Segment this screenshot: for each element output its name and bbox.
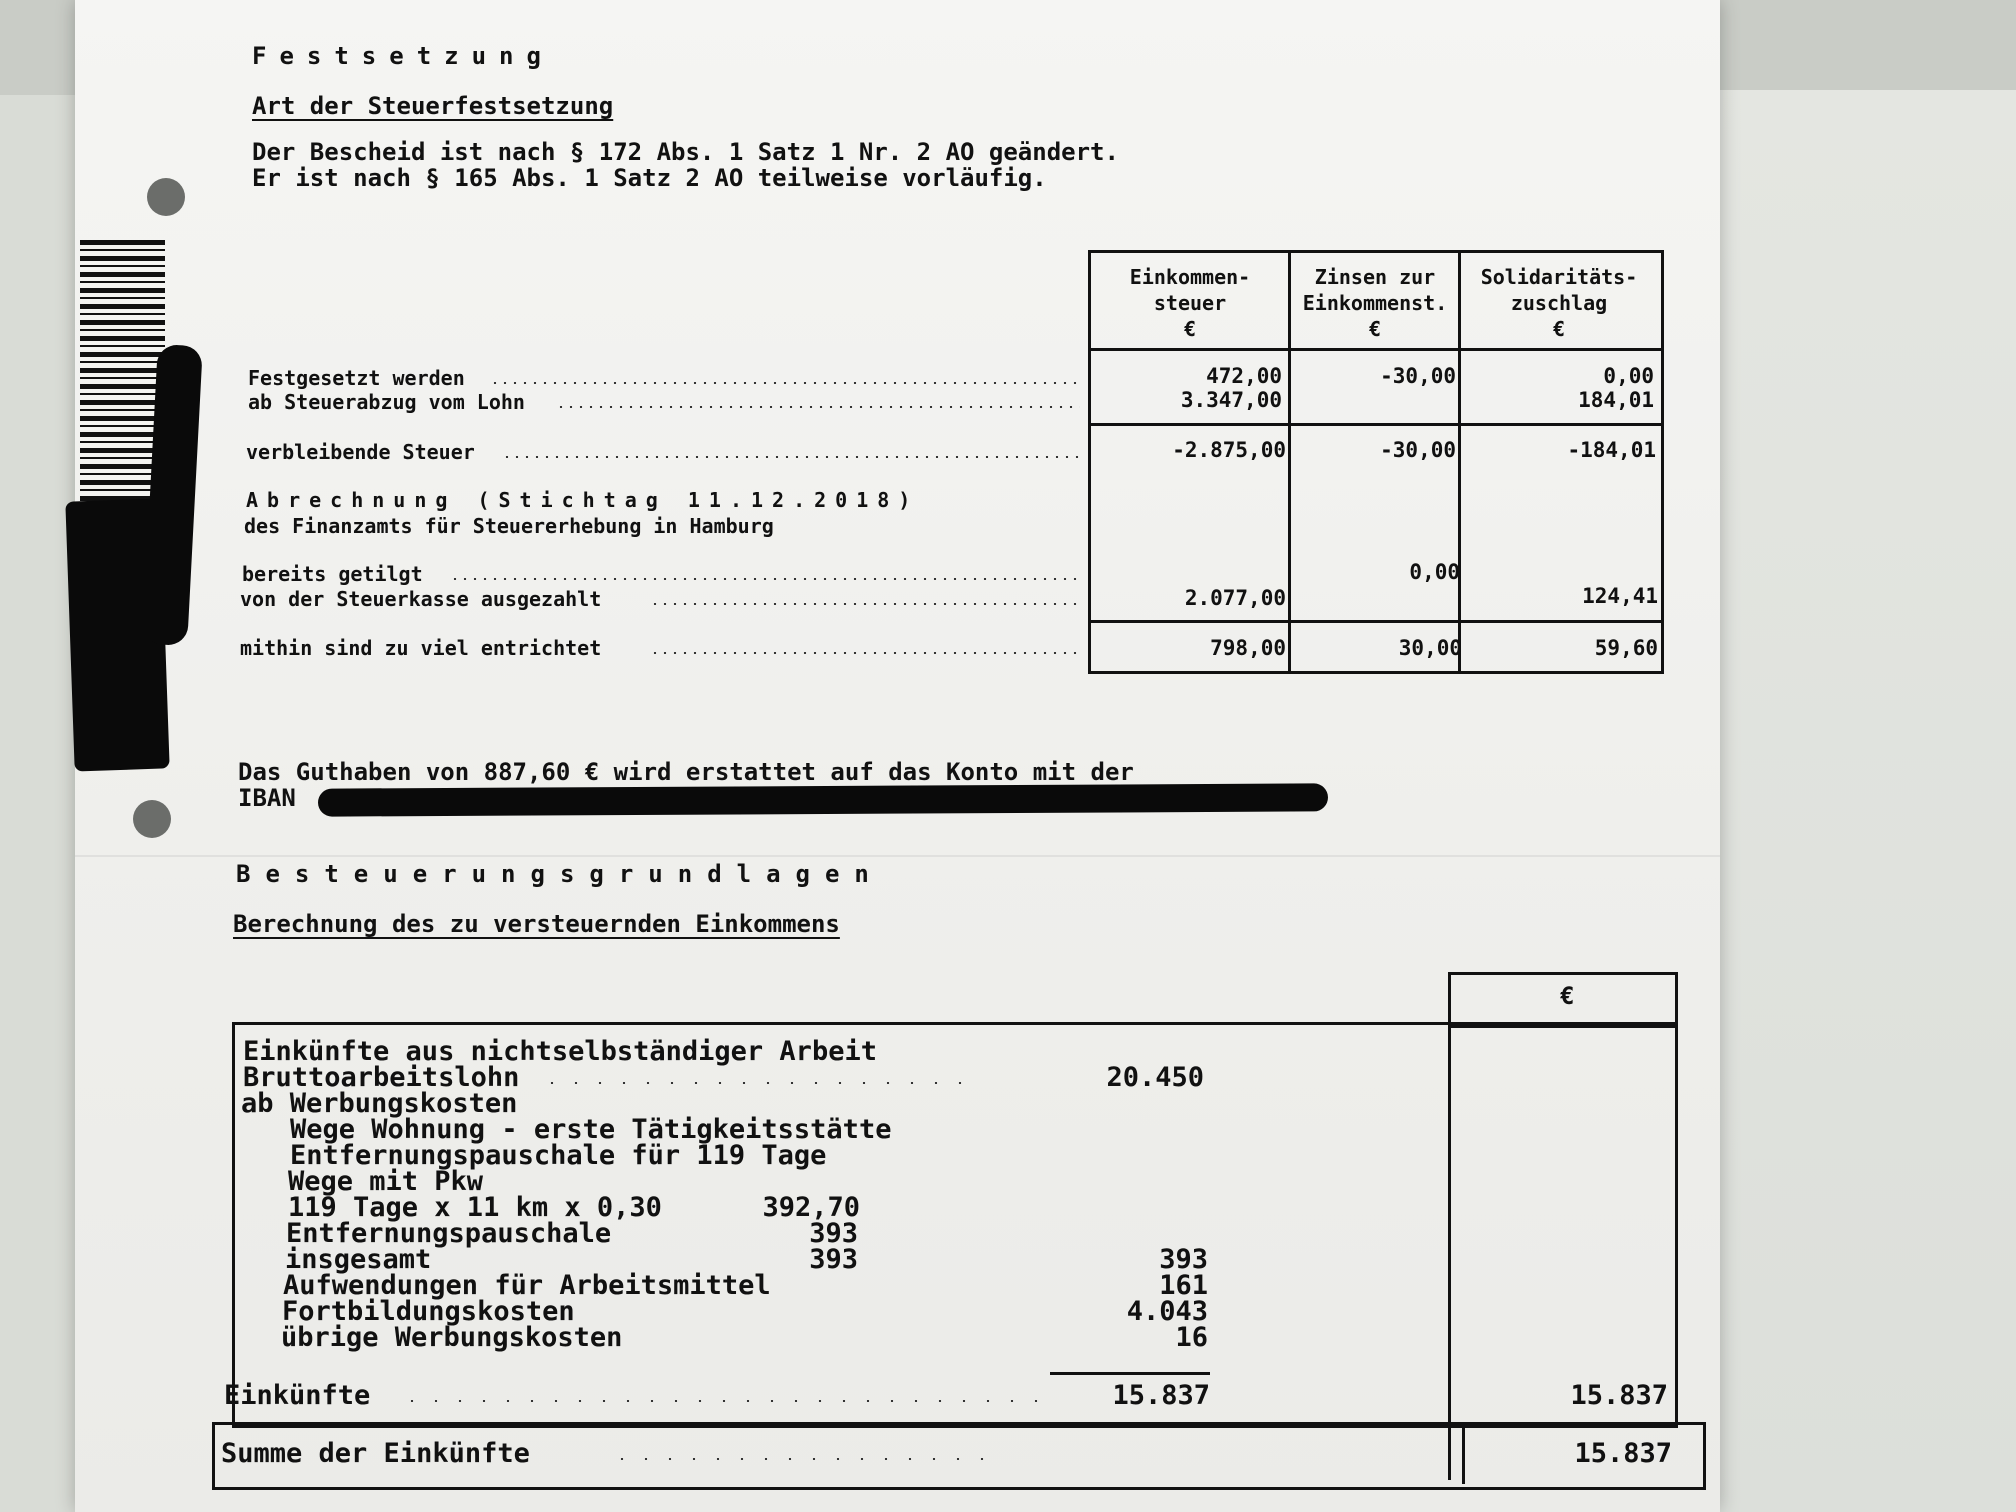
subtotal-rule [1050, 1372, 1210, 1375]
leader-dots [650, 603, 1080, 605]
list-item: Einkünfte aus nichtselbständiger Arbeit [243, 1036, 877, 1067]
festsetzung-heading: Festsetzung [252, 42, 554, 70]
list-item: Fortbildungskosten [282, 1296, 575, 1327]
row-label-steuerabzug: ab Steuerabzug vom Lohn [248, 390, 525, 414]
tax-table-header-rule [1088, 348, 1661, 351]
abrechnung-title: Abrechnung (Stichtag 11.12.2018) [246, 488, 920, 512]
col-head-unit: € [1368, 317, 1382, 341]
summe-label: Summe der Einkünfte [221, 1438, 530, 1469]
value-summe-der-einkuenfte: 15.837 [1574, 1438, 1672, 1469]
value-zuviel-est: 798,00 [1210, 636, 1286, 660]
bescheid-line-2: Er ist nach § 165 Abs. 1 Satz 2 AO teilweise vorläufig. [252, 164, 1047, 192]
tax-table-divider-2 [1458, 250, 1461, 671]
leader-dots [400, 1400, 1040, 1402]
value-fortbildungskosten: 4.043 [1126, 1296, 1208, 1327]
leader-dots [450, 578, 1080, 580]
grundlagen-subheading: Berechnung des zu versteuernden Einkommens [233, 910, 840, 938]
list-item: Aufwendungen für Arbeitsmittel [283, 1270, 771, 1301]
value-einkuenfte-sum: 15.837 [1570, 1380, 1668, 1411]
row-label-getilgt: bereits getilgt [242, 562, 423, 586]
leader-dots [610, 1458, 990, 1460]
col-head-unit: € [1552, 317, 1566, 341]
value-getilgt-zinsen: 0,00 [1409, 560, 1460, 584]
col-head-einkommensteuer [1092, 264, 1288, 342]
list-item: Wege Wohnung - erste Tätigkeitsstätte [290, 1114, 892, 1145]
tax-table-divider-1 [1288, 250, 1291, 671]
grundlagen-divider [1448, 1022, 1451, 1480]
value-uebrige-werbungskosten: 16 [1175, 1322, 1208, 1353]
value-insgesamt-mid: 393 [809, 1244, 858, 1275]
value-festgesetzt-est: 472,00 [1206, 364, 1282, 388]
guthaben-line-1: Das Guthaben von 887,60 € wird erstattet auf das Konto mit der [238, 758, 1134, 786]
list-item: ab Werbungskosten [241, 1088, 518, 1119]
row-label-ausgezahlt: von der Steuerkasse ausgezahlt [240, 587, 602, 611]
value-zuviel-zinsen: 30,00 [1398, 636, 1462, 660]
col-head-unit: € [1183, 317, 1197, 341]
list-item: Entfernungspauschale [286, 1218, 612, 1249]
row-label-zuviel: mithin sind zu viel entrichtet [240, 636, 602, 660]
tax-table-rule-2 [1088, 423, 1661, 426]
paper-fold [75, 855, 1720, 857]
punch-hole-top [147, 178, 185, 216]
steuerfestsetzung-subheading: Art der Steuerfestsetzung [252, 92, 614, 120]
tax-table-rule-3 [1088, 620, 1661, 623]
value-steuerabzug-est: 3.347,00 [1180, 388, 1282, 412]
guthaben-iban-label: IBAN [238, 784, 296, 812]
row-label-festgesetzt: Festgesetzt werden [248, 366, 465, 390]
col-head-line: Solidaritäts- [1480, 265, 1638, 289]
col-head-line: Einkommenst. [1302, 291, 1448, 315]
leader-dots [490, 382, 1080, 384]
abrechnung-subtitle: des Finanzamts für Steuererhebung in Hamburg [244, 514, 774, 538]
list-item: Entfernungspauschale für 119 Tage [290, 1140, 827, 1171]
list-item: übrige Werbungskosten [281, 1322, 623, 1353]
value-festgesetzt-soli: 0,00 [1603, 364, 1654, 388]
value-bruttoarbeitslohn: 20.450 [1106, 1062, 1204, 1093]
col-head-line: Einkommen- [1129, 265, 1251, 289]
value-zuviel-soli: 59,60 [1594, 636, 1658, 660]
bescheid-line-1: Der Bescheid ist nach § 172 Abs. 1 Satz 1 Nr. 2 AO geändert. [252, 138, 1119, 166]
value-ausgezahlt-est: 2.077,00 [1184, 586, 1286, 610]
value-verbleibend-soli: -184,01 [1567, 438, 1656, 462]
punch-hole-bottom [133, 800, 171, 838]
list-item: Wege mit Pkw [288, 1166, 484, 1197]
grundlagen-heading: Besteuerungsgrundlagen [236, 860, 884, 888]
row-label-verbleibend: verbleibende Steuer [246, 440, 475, 464]
value-einkuenfte: 15.837 [1112, 1380, 1210, 1411]
col-head-line: Zinsen zur [1314, 265, 1436, 289]
leader-dots [502, 456, 1080, 458]
list-item: Bruttoarbeitslohn [243, 1062, 520, 1093]
col-head-line: zuschlag [1510, 291, 1608, 315]
leader-dots [556, 406, 1080, 408]
value-ausgezahlt-soli: 124,41 [1582, 584, 1658, 608]
value-verbleibend-zinsen: -30,00 [1380, 438, 1456, 462]
col-head-solidaritaetszuschlag [1462, 264, 1656, 342]
iban-redaction [318, 783, 1328, 816]
grundlagen-unit: € [1560, 982, 1575, 1010]
value-festgesetzt-zinsen: -30,00 [1380, 364, 1456, 388]
summe-divider [1462, 1422, 1465, 1484]
desk-background-right [1700, 90, 2016, 1512]
value-verbleibend-est: -2.875,00 [1172, 438, 1286, 462]
value-km-berechnung: 392,70 [762, 1192, 860, 1223]
col-head-line: steuer [1153, 291, 1227, 315]
col-head-zinsen [1292, 264, 1458, 342]
value-entfernungspauschale: 393 [809, 1218, 858, 1249]
value-steuerabzug-soli: 184,01 [1578, 388, 1654, 412]
value-insgesamt: 393 [1159, 1244, 1208, 1275]
einkuenfte-label: Einkünfte [224, 1380, 371, 1411]
leader-dots [540, 1082, 980, 1084]
value-arbeitsmittel: 161 [1159, 1270, 1208, 1301]
list-item: 119 Tage x 11 km x 0,30 [288, 1192, 662, 1223]
list-item: insgesamt [285, 1244, 432, 1275]
leader-dots [650, 652, 1080, 654]
